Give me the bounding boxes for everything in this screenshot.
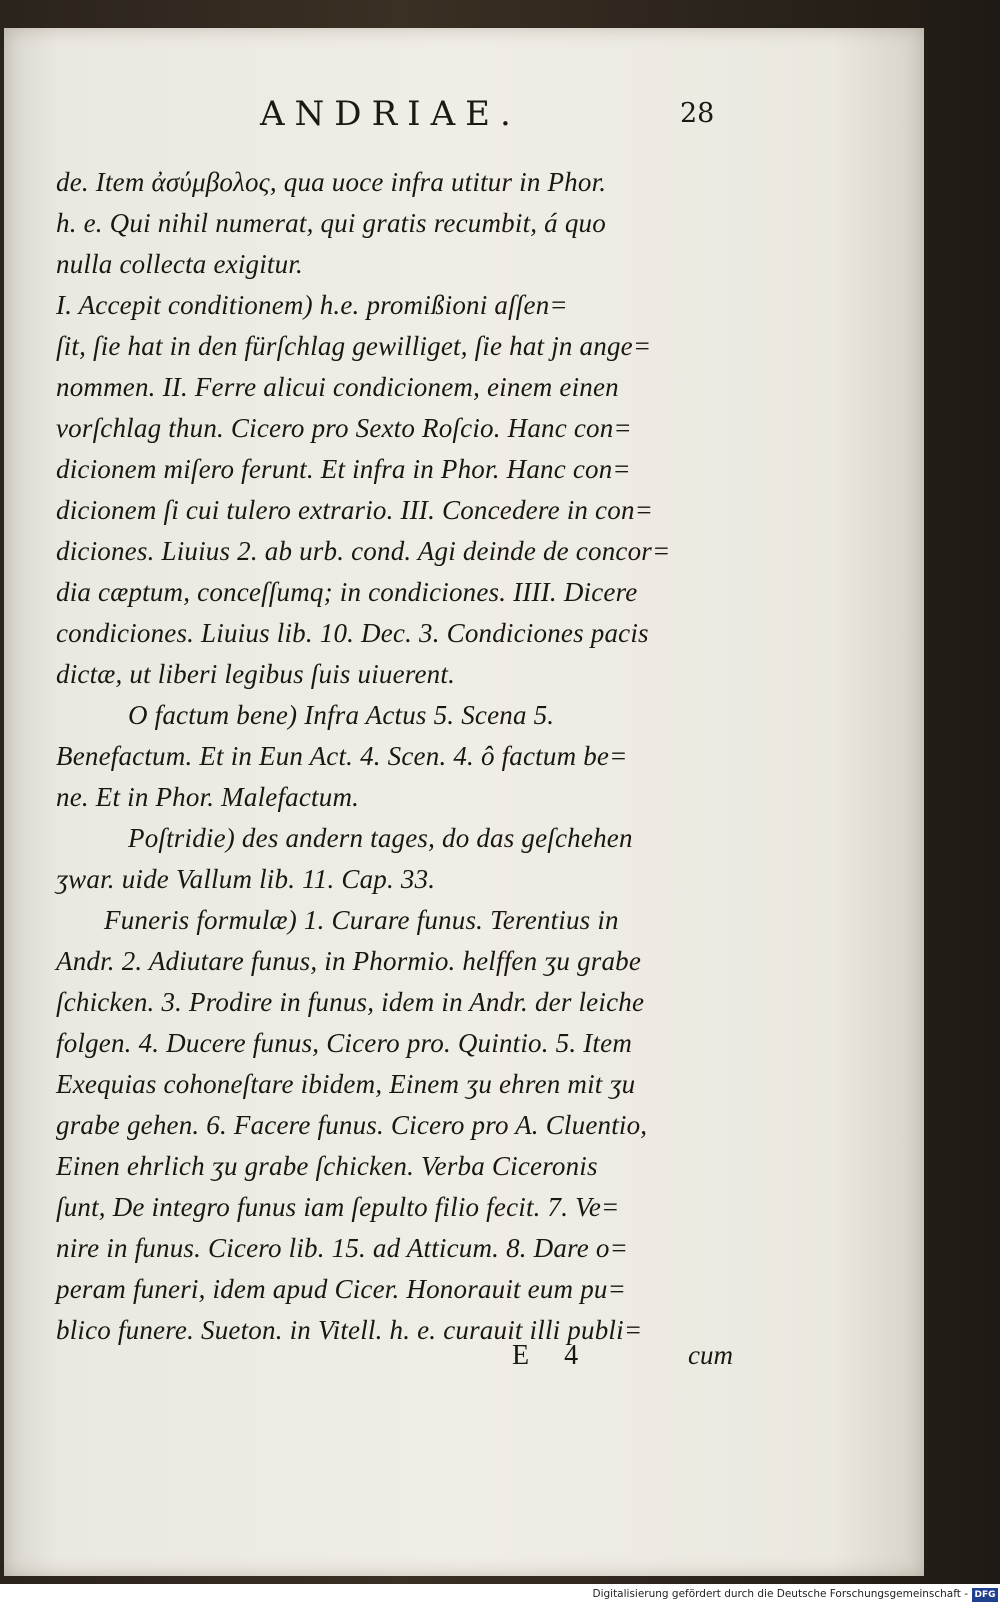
text-line: nommen. II. Ferre alicui condicionem, einem einen — [56, 372, 619, 402]
text-line: nire in funus. Cicero lib. 15. ad Atticum. 8. Dare o= — [56, 1233, 629, 1263]
page-number: 28 — [680, 98, 715, 129]
text-line: grabe gehen. 6. Facere funus. Cicero pro A. Cluentio, — [56, 1110, 648, 1140]
text-line: dicionem ſi cui tulero extrario. III. Concedere in con= — [56, 495, 654, 525]
text-line: Poſtridie) des andern tages, do das geſchehen — [128, 823, 633, 853]
text-line: ſit, ſie hat in den fürſchlag gewilliget, ſie hat jn ange= — [56, 331, 652, 361]
text-line: folgen. 4. Ducere funus, Cicero pro. Quintio. 5. Item — [56, 1028, 633, 1058]
text-line: dia cæptum, conceſſumq; in condiciones. IIII. Dicere — [56, 577, 638, 607]
text-line: Exequias cohoneſtare ibidem, Einem ʒu ehren mit ʒu — [56, 1069, 636, 1099]
page-footer — [4, 1340, 924, 1380]
text-line: O factum bene) Infra Actus 5. Scena 5. — [128, 700, 555, 730]
text-line: nulla collecta exigitur. — [56, 249, 303, 279]
text-line: vorſchlag thun. Cicero pro Sexto Roſcio. Hanc con= — [56, 413, 632, 443]
text-line: h. e. Qui nihil numerat, qui gratis recumbit, á quo — [56, 208, 606, 238]
text-line: peram funeri, idem apud Cicer. Honorauit eum pu= — [56, 1274, 627, 1304]
text-line: ſchicken. 3. Prodire in funus, idem in Andr. der leiche — [56, 987, 645, 1017]
text-line: I. Accepit conditionem) h.e. promißioni aſſen= — [56, 290, 568, 320]
text-line: ne. Et in Phor. Malefactum. — [56, 782, 360, 812]
running-title: ANDRIAE. — [260, 94, 521, 134]
body-text — [56, 162, 736, 1351]
page-header — [4, 86, 924, 146]
text-line: Andr. 2. Adiutare funus, in Phormio. helffen ʒu grabe — [56, 946, 642, 976]
text-line: condiciones. Liuius lib. 10. Dec. 3. Condiciones pacis — [56, 618, 649, 648]
credit-text: Digitalisierung gefördert durch die Deutsche Forschungsgemeinschaft - — [592, 1588, 968, 1600]
catchword: cum — [688, 1340, 733, 1370]
book-page — [4, 28, 924, 1576]
text-line: blico funere. Sueton. in Vitell. h. e. curauit illi publi= — [56, 1315, 643, 1345]
signature-mark: E 4 — [512, 1340, 593, 1371]
text-line: Funeris formulæ) 1. Curare funus. Terentius in — [104, 905, 619, 935]
text-line: dicionem miſero ferunt. Et infra in Phor. Hanc con= — [56, 454, 631, 484]
text-line: Benefactum. Et in Eun Act. 4. Scen. 4. ô factum be= — [56, 741, 628, 771]
text-line: Einen ehrlich ʒu grabe ſchicken. Verba Ciceronis — [56, 1151, 598, 1181]
text-line: diciones. Liuius 2. ab urb. cond. Agi deinde de concor= — [56, 536, 671, 566]
credit-bar — [0, 1584, 1000, 1608]
dfg-logo-icon: DFG — [972, 1588, 998, 1602]
text-line: ſunt, De integro funus iam ſepulto filio fecit. 7. Ve= — [56, 1192, 620, 1222]
text-line: dictæ, ut liberi legibus ſuis uiuerent. — [56, 659, 456, 689]
text-line: ʒwar. uide Vallum lib. 11. Cap. 33. — [56, 864, 436, 894]
text-line: de. Item ἀσύμβολος, qua uoce infra utitur in Phor. — [56, 167, 607, 197]
